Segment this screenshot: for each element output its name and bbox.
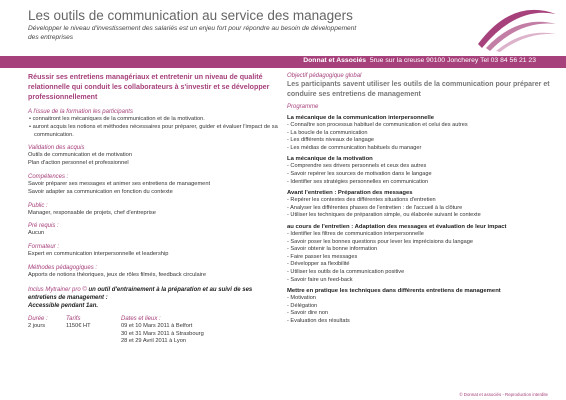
duree-value: 2 jours (28, 322, 46, 329)
left-column (28, 72, 278, 346)
section-item (28, 230, 278, 238)
section-item-text: Plan d'action personnel et professionnel (28, 160, 129, 167)
section-title: Pré requis : (28, 223, 59, 230)
programme-modules (287, 114, 557, 325)
module-item: - Les médias de communication habituels du manager (287, 144, 422, 151)
programme-module (287, 189, 557, 220)
page-subtitle: Développer le niveau d'investissement des salariés est un enjeu fort pour répondre au besoin de développement des entreprises (28, 25, 357, 41)
module-item: - Savoir repérer les sources de motivation dans le langage (287, 170, 432, 177)
section-title: A l'issue de la formation les participants (28, 109, 133, 115)
right-column (287, 72, 557, 325)
module-title: Avant l'entretien : Préparation des messages (287, 190, 413, 197)
section-item-text: Aucun (28, 230, 45, 237)
section-item-text: connaitront les mécaniques de la communication et de la motivation. (32, 116, 205, 122)
section-item-text: Outils de communication et de motivation (28, 152, 133, 159)
header (0, 0, 566, 54)
programme-module (287, 287, 557, 325)
section-title: Méthodes pédagogiques : (28, 264, 98, 271)
section-item (28, 272, 278, 280)
inclus-prefix: Inclus Mytrainer pro © (28, 286, 87, 293)
swoosh-logo-icon (472, 4, 558, 52)
module-item: - Utiliser les outils de la communication positive (287, 268, 405, 275)
module-title: La mécanique de la communication interpersonnelle (287, 115, 434, 121)
inclus-block (28, 286, 278, 310)
programme-module (287, 114, 557, 152)
section-title: Validation des acquis (28, 145, 85, 152)
section-title: Formateur : (28, 244, 60, 251)
tarif-label: Tarifs (66, 315, 81, 322)
module-item: - Savoir faire un feed-back (287, 276, 353, 283)
module-item: - Savoir poser les bonnes questions pour lever les imprécisions du langage (287, 238, 473, 245)
section-item (28, 160, 278, 168)
module-item: - Identifier ses stratégies personnelles en communication (287, 178, 429, 185)
page-title: Les outils de communication au service des managers (28, 8, 353, 23)
company-address: 5rue sur la creuse 90100 Joncherey Tel 03 84 56 21 23 (369, 57, 536, 64)
module-item: - Les différents niveaux de langage (287, 137, 374, 144)
module-item: - Motivation (287, 295, 316, 302)
duree-col (28, 315, 66, 346)
module-title: Mettre en pratique les techniques dans différents entretiens de management (287, 288, 501, 295)
module-title: au cours de l'entretien : Adaptation des messages et évaluation de leur impact (287, 223, 507, 230)
module-item: - Repérer les contextes des différentes situations d'entretien (287, 197, 436, 204)
programme-title: Programme (287, 104, 319, 110)
bullet-icon: • (29, 116, 33, 122)
info-grid (28, 315, 278, 346)
module-item: - La boucle de la communication (287, 129, 368, 136)
section-item (28, 181, 278, 189)
section-item-text: Manager, responsable de projets, chef d'entreprise (28, 209, 156, 216)
dates-col (121, 315, 271, 346)
contact-band (0, 56, 566, 68)
module-item: - Savoir obtenir la bonne information (287, 246, 378, 253)
left-sections (28, 108, 278, 280)
company-name: Donnat et Associés (303, 57, 367, 64)
lead-text: Réussir ses entretiens managériaux et entretenir un niveau de qualité relationnelle qui conduit les collaborateurs à s'investir et se développer professionnellement (28, 73, 270, 101)
dates-label: Dates et lieux : (121, 315, 161, 322)
section-item (28, 124, 278, 140)
section-item-text: Expert en communication interpersonnelle et leadership (28, 251, 169, 258)
objective-text: Les participants savent utiliser les outils de la communication pour préparer et conduire ses entretiens de management (287, 81, 550, 98)
bullet-icon: • (29, 123, 33, 130)
contact-info (303, 57, 536, 64)
tarif-col (66, 315, 121, 346)
module-item: - Savoir dire non (287, 310, 329, 317)
date-item: 28 et 29 Avril 2011 à Lyon (121, 338, 187, 345)
footer-copyright: © Donnat et associés - Reproduction interdite (459, 392, 548, 397)
date-item: 09 et 10 Mars 2011 à Belfort (121, 322, 193, 329)
date-item: 30 et 31 Mars 2011 à Strasbourg (121, 330, 204, 337)
section-item (28, 251, 278, 259)
module-item: - Développer sa flexibilité (287, 261, 350, 268)
module-item: - Faire passer les messages (287, 253, 358, 260)
module-item: - Evaluation des résultats (287, 317, 350, 324)
section-item (28, 210, 278, 218)
tarif-value: 1150€ HT (66, 322, 91, 329)
section-title: Public : (28, 202, 48, 209)
section-item (28, 152, 278, 160)
objective-title: Objectif pédagogique global (287, 73, 362, 79)
module-item: - Délégation (287, 302, 318, 309)
programme-module (287, 223, 557, 284)
inclus-access: Accessible pendant 1an. (28, 302, 99, 309)
section-item-text: Apports de notions théoriques, jeux de rôles filmés, feedback circulaire (28, 271, 206, 278)
module-item: - Comprendre ses drivers personnels et ceux des autres (287, 163, 427, 170)
duree-label: Durée : (28, 315, 48, 322)
inclus-strong: un outil d'entrainement à la préparation et au suivi de ses entretiens de management : (28, 286, 253, 301)
module-item: - Connaître son processus habituel de communication et celui des autres (287, 122, 468, 128)
section-item-text: Savoir adapter sa communication en fonction du contexte (28, 188, 173, 195)
module-item: - Identifier les filtres de communication interpersonnelle (287, 230, 424, 237)
module-item: - Utiliser les techniques de préparation simple, ou élaborée suivant le contexte (287, 212, 481, 219)
programme-module (287, 155, 557, 186)
section-item-text: auront acquis les notions et méthodes nécessaires pour préparer, guider et évaluer l'impact de sa communication. (32, 123, 278, 138)
section-item (28, 116, 278, 124)
module-title: La mécanique de la motivation (287, 156, 373, 163)
section-item (28, 189, 278, 197)
module-item: - Analyser les différentes phases de l'entretien : de l'accueil à la clôture (287, 204, 463, 211)
section-title: Compétences : (28, 173, 69, 180)
section-item-text: Savoir préparer ses messages et animer ses entretiens de management (28, 180, 211, 187)
